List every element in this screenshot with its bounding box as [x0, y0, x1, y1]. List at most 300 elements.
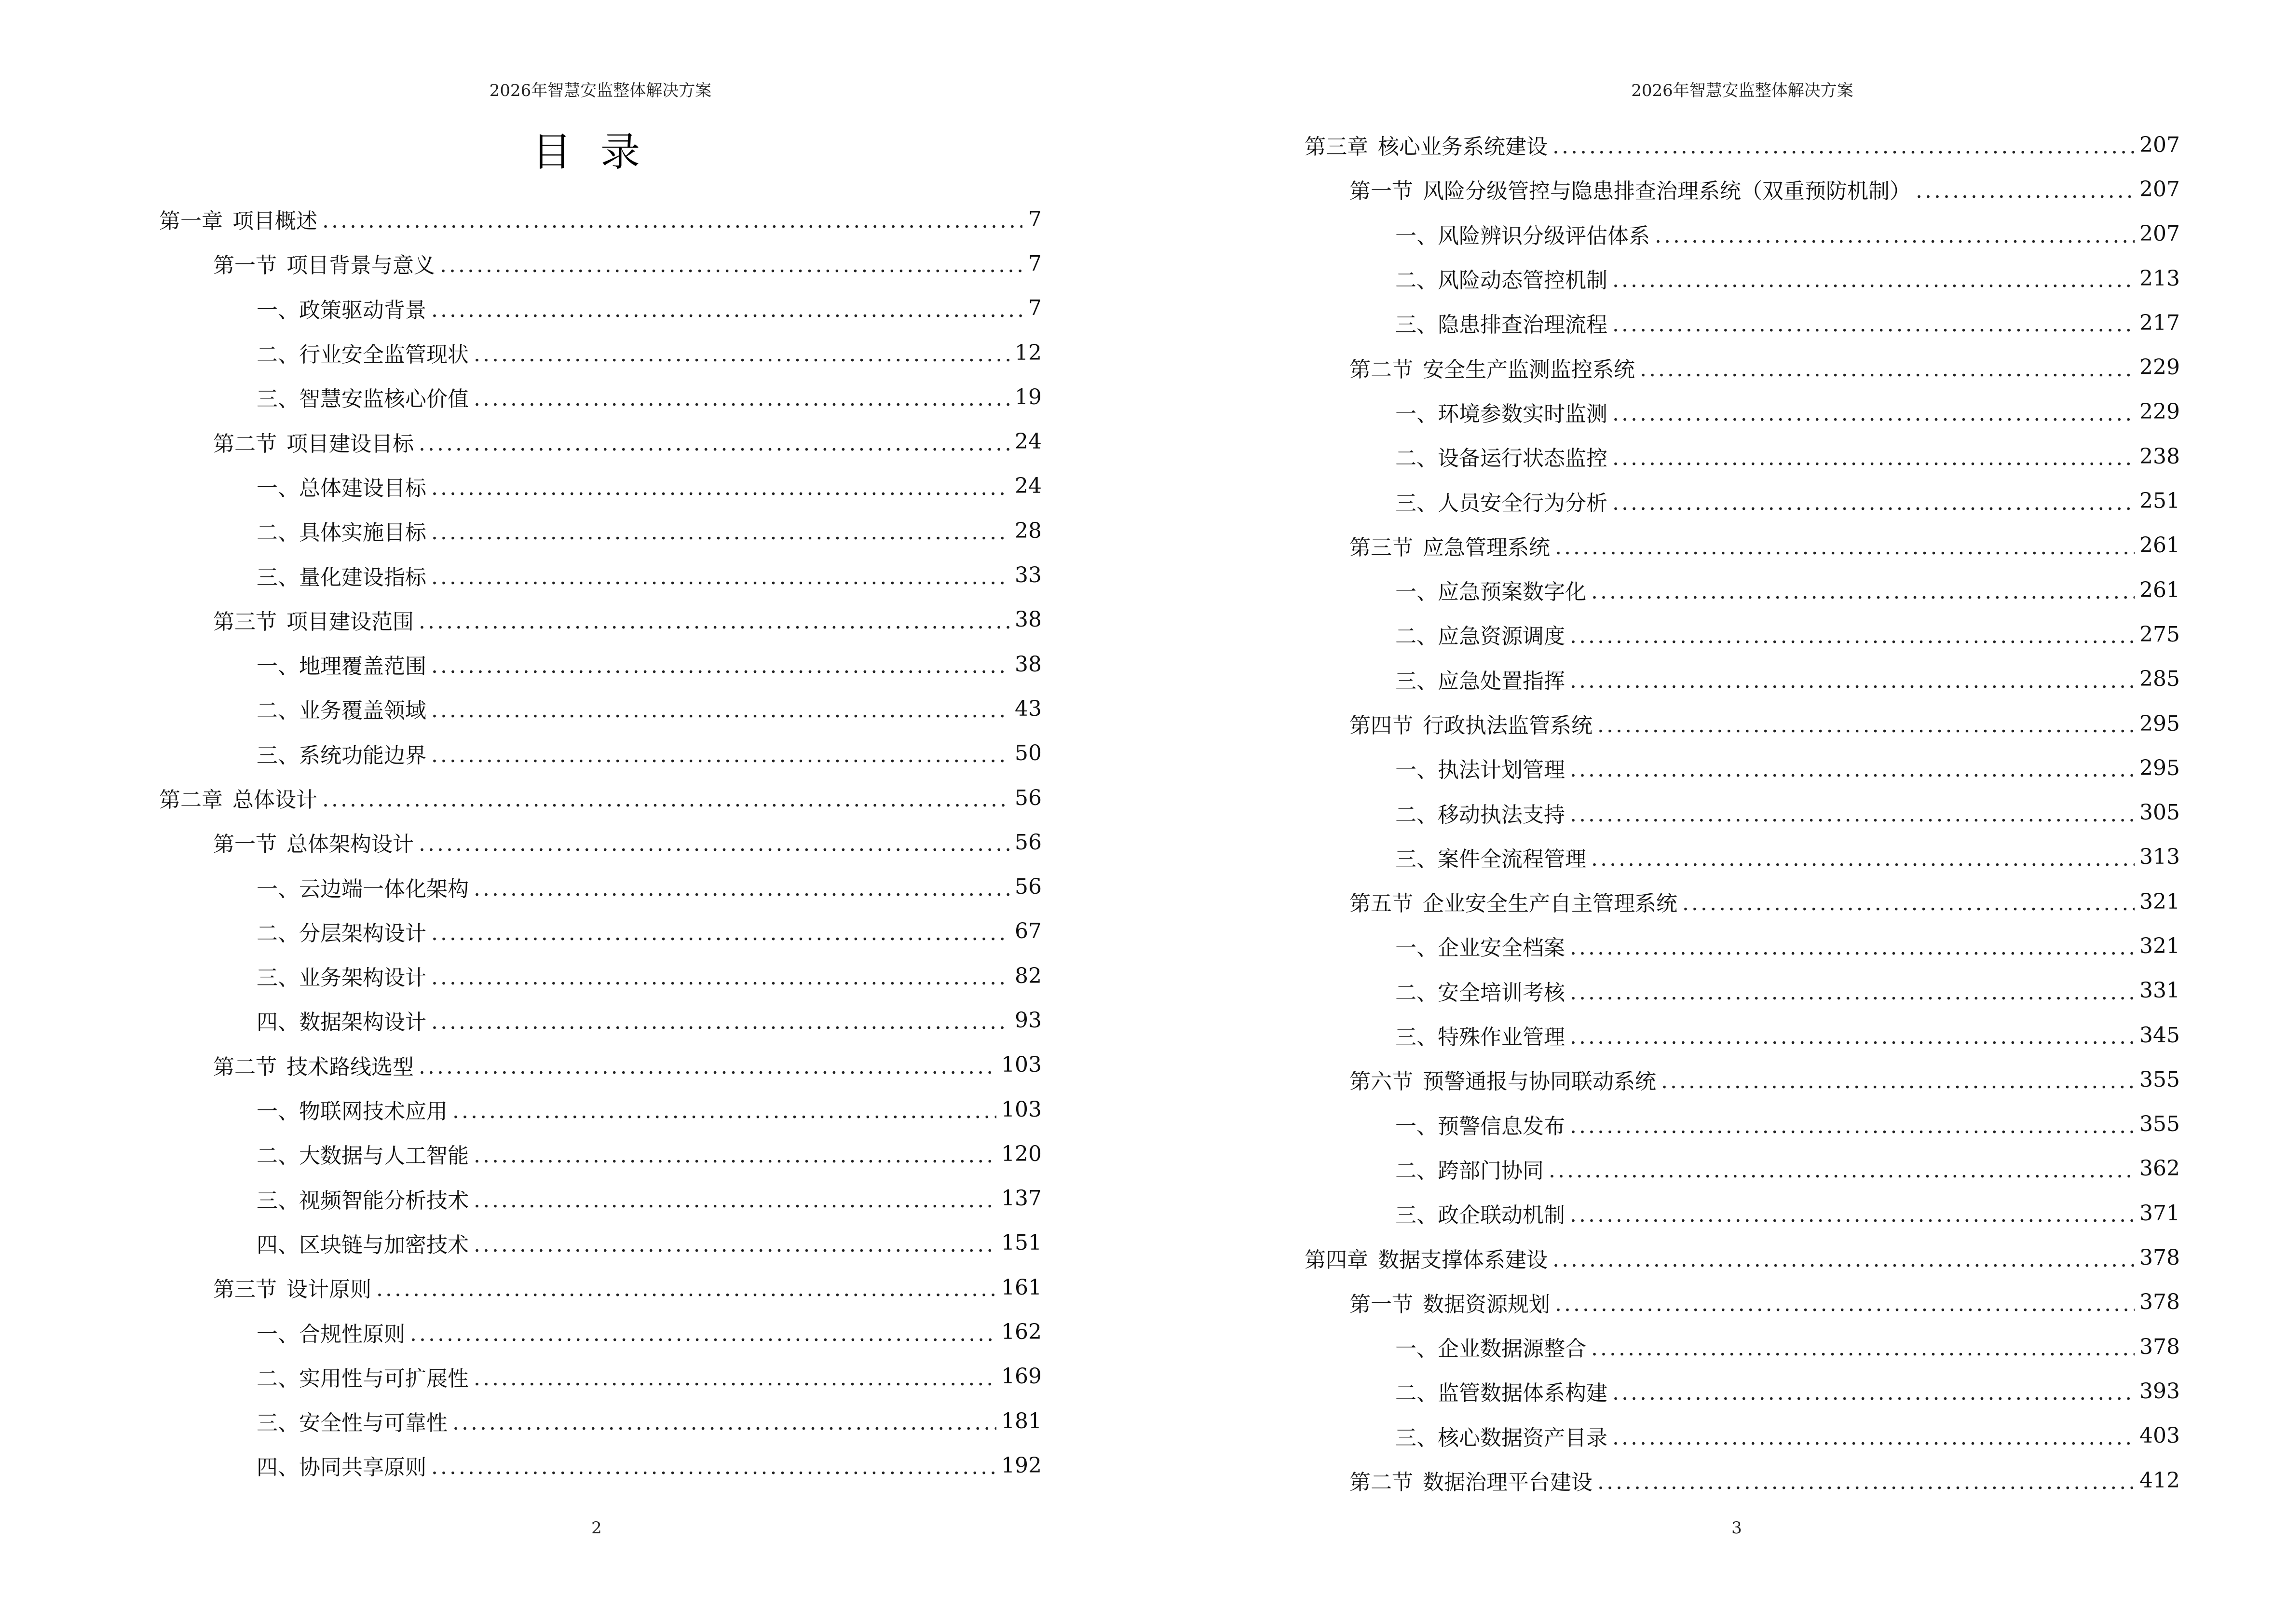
toc-entry-section[interactable]	[1144, 345, 2180, 389]
toc-entry-item[interactable]	[1144, 212, 2180, 256]
toc-entry-page: 207	[2139, 132, 2180, 157]
toc-entry-page: 56	[1015, 830, 1042, 855]
toc-entry-label: 企业数据源整合	[1438, 1337, 1586, 1362]
toc-entry-prefix: 一、	[257, 876, 299, 901]
toc-entry-page: 169	[1001, 1364, 1042, 1389]
toc-entry-label: 大数据与人工智能	[299, 1144, 469, 1169]
toc-entry-page: 378	[2139, 1334, 2180, 1359]
toc-entry-page: 207	[2139, 177, 2180, 202]
toc-entry-label: 数据支撑体系建设	[1378, 1247, 1548, 1272]
toc-entry-chapter[interactable]	[1144, 1235, 2180, 1280]
toc-entry-prefix: 第三章	[1305, 135, 1368, 160]
dot-leader	[474, 1365, 996, 1389]
toc-entry-item[interactable]	[0, 1354, 1042, 1399]
toc-entry-page: 355	[2139, 1112, 2180, 1137]
toc-entry-label: 环境参数实时监测	[1438, 401, 1607, 426]
toc-entry-page: 67	[1015, 919, 1042, 944]
dot-leader	[431, 652, 1010, 676]
toc-entry-prefix: 二、	[257, 520, 299, 546]
toc-entry-page: 7	[1028, 251, 1042, 276]
toc-entry-label: 设备运行状态监控	[1438, 446, 1607, 471]
toc-entry-page: 412	[2139, 1468, 2180, 1493]
toc-entry-item[interactable]	[1144, 746, 2180, 790]
dot-leader	[1591, 578, 2135, 602]
toc-entry-item[interactable]	[0, 1310, 1042, 1354]
dot-leader	[322, 207, 1022, 231]
dot-leader	[322, 786, 1010, 810]
toc-entry-item[interactable]	[0, 1443, 1042, 1488]
toc-entry-label: 数据架构设计	[299, 1010, 426, 1035]
toc-entry-item[interactable]	[0, 1176, 1042, 1221]
toc-entry-page: 38	[1015, 652, 1042, 677]
toc-entry-prefix: 三、	[257, 565, 299, 590]
toc-entry-label: 项目概述	[232, 209, 317, 234]
toc-entry-page: 229	[2139, 355, 2180, 380]
toc-entry-prefix: 四、	[257, 1232, 299, 1257]
toc-entry-page: 103	[1001, 1097, 1042, 1122]
toc-entry-prefix: 一、	[257, 476, 299, 501]
toc-entry-prefix: 第一节	[1349, 1292, 1413, 1317]
toc-entry-prefix: 三、	[1395, 1425, 1438, 1450]
dot-leader	[474, 385, 1010, 409]
toc-entry-prefix: 第二节	[213, 1054, 277, 1079]
toc-entry-page: 38	[1015, 607, 1042, 632]
dot-leader	[431, 741, 1010, 765]
toc-entry-prefix: 第一节	[1349, 179, 1413, 204]
toc-entry-page: 229	[2139, 399, 2180, 424]
dot-leader	[431, 964, 1010, 988]
toc-entry-label: 人员安全行为分析	[1438, 491, 1607, 516]
toc-entry-label: 核心业务系统建设	[1378, 135, 1548, 160]
toc-entry-section[interactable]	[0, 1265, 1042, 1310]
toc-entry-prefix: 第四节	[1349, 713, 1413, 738]
toc-entry-prefix: 第五节	[1349, 891, 1413, 916]
toc-entry-prefix: 一、	[1395, 1337, 1438, 1362]
toc-entry-label: 实用性与可扩展性	[299, 1366, 469, 1391]
dot-leader	[376, 1275, 996, 1299]
toc-entry-page: 362	[2139, 1156, 2180, 1181]
dot-leader	[474, 341, 1010, 365]
toc-entry-prefix: 一、	[1395, 936, 1438, 961]
toc-entry-page: 12	[1015, 340, 1042, 365]
toc-entry-label: 预警信息发布	[1438, 1114, 1565, 1139]
dot-leader	[1916, 177, 2135, 201]
toc-entry-item[interactable]	[1144, 434, 2180, 478]
toc-entry-prefix: 一、	[1395, 1114, 1438, 1139]
toc-entry-prefix: 一、	[257, 654, 299, 679]
dot-leader	[431, 1008, 1010, 1032]
toc-entry-label: 业务架构设计	[299, 966, 426, 991]
toc-entry-prefix: 第三节	[213, 1277, 277, 1302]
dot-leader	[1655, 222, 2135, 246]
toc-entry-page: 207	[2139, 221, 2180, 246]
toc-entry-prefix: 三、	[257, 966, 299, 991]
toc-entry-label: 跨部门协同	[1438, 1158, 1544, 1183]
toc-entry-page: 275	[2139, 622, 2180, 647]
toc-entry-page: 321	[2139, 933, 2180, 958]
toc-entry-item[interactable]	[1144, 657, 2180, 701]
toc-entry-section[interactable]	[0, 1043, 1042, 1087]
toc-entry-page: 151	[1001, 1230, 1042, 1256]
dot-leader	[474, 1231, 996, 1255]
toc-entry-prefix: 二、	[257, 921, 299, 946]
toc-entry-page: 192	[1001, 1453, 1042, 1478]
toc-entry-prefix: 三、	[1395, 491, 1438, 516]
dot-leader	[1682, 889, 2135, 914]
dot-leader	[1612, 400, 2135, 424]
toc-entry-page: 162	[1001, 1320, 1042, 1345]
toc-entry-label: 案件全流程管理	[1438, 846, 1586, 872]
toc-entry-section[interactable]	[1144, 167, 2180, 211]
toc-entry-page: 251	[2139, 489, 2180, 514]
toc-entry-page: 403	[2139, 1423, 2180, 1448]
dot-leader	[1597, 1468, 2135, 1492]
toc-entry-prefix: 第二节	[1349, 1470, 1413, 1495]
toc-entry-label: 量化建设指标	[299, 565, 426, 590]
dot-leader	[1597, 711, 2135, 736]
toc-entry-item[interactable]	[1144, 790, 2180, 834]
toc-entry-item[interactable]	[0, 508, 1042, 553]
toc-entry-page: 238	[2139, 444, 2180, 469]
toc-entry-label: 行政执法监管系统	[1423, 713, 1593, 738]
toc-entry-page: 82	[1015, 963, 1042, 988]
toc-entry-label: 风险动态管控机制	[1438, 268, 1607, 293]
toc-entry-item[interactable]	[1144, 1369, 2180, 1413]
toc-entry-page: 331	[2139, 978, 2180, 1003]
toc-entry-prefix: 第三节	[1349, 535, 1413, 560]
toc-entry-page: 43	[1015, 696, 1042, 721]
toc-entry-page: 24	[1015, 474, 1042, 499]
toc-entry-label: 项目建设目标	[286, 431, 414, 456]
toc-entry-label: 移动执法支持	[1438, 802, 1565, 827]
toc-entry-label: 安全性与可靠性	[299, 1411, 448, 1436]
toc-entry-item[interactable]	[1144, 256, 2180, 300]
toc-entry-label: 监管数据体系构建	[1438, 1381, 1607, 1406]
toc-entry-label: 应急管理系统	[1423, 535, 1550, 560]
toc-entry-item[interactable]	[0, 1221, 1042, 1265]
toc-entry-item[interactable]	[0, 330, 1042, 375]
toc-entry-prefix: 二、	[1395, 624, 1438, 649]
toc-entry-item[interactable]	[1144, 1414, 2180, 1458]
toc-entry-label: 总体架构设计	[286, 832, 414, 857]
toc-entry-section[interactable]	[1144, 879, 2180, 924]
dot-leader	[1640, 355, 2135, 380]
dot-leader	[1555, 533, 2135, 558]
toc-entry-prefix: 二、	[257, 1144, 299, 1169]
dot-leader	[431, 919, 1010, 943]
toc-entry-label: 总体建设目标	[299, 476, 426, 501]
dot-leader	[431, 1453, 996, 1477]
dot-leader	[1570, 801, 2135, 825]
toc-entry-page: 213	[2139, 266, 2180, 291]
dot-leader	[1612, 489, 2135, 513]
toc-entry-item[interactable]	[1144, 390, 2180, 434]
running-header: 2026年智慧安监整体解决方案	[1631, 81, 1853, 100]
toc-entry-section[interactable]	[0, 419, 1042, 464]
toc-entry-label: 企业安全档案	[1438, 936, 1565, 961]
toc-entry-page: 137	[1001, 1186, 1042, 1211]
toc-entry-page: 261	[2139, 577, 2180, 602]
toc-entry-page: 355	[2139, 1067, 2180, 1092]
dot-leader	[1570, 979, 2135, 1003]
toc-entry-prefix: 一、	[257, 1099, 299, 1124]
dot-leader	[474, 875, 1010, 899]
toc-entry-label: 数据治理平台建设	[1423, 1470, 1593, 1495]
dot-leader	[1612, 1379, 2135, 1403]
toc-entry-label: 具体实施目标	[299, 520, 426, 546]
toc-entry-label: 应急处置指挥	[1438, 669, 1565, 694]
toc-entry-section[interactable]	[1144, 523, 2180, 568]
toc-entry-page: 321	[2139, 889, 2180, 914]
dot-leader	[419, 1053, 996, 1077]
toc-entry-prefix: 一、	[257, 1322, 299, 1347]
toc-entry-prefix: 三、	[257, 1188, 299, 1213]
toc-entry-item[interactable]	[1144, 568, 2180, 612]
toc-entry-prefix: 第三节	[213, 609, 277, 634]
dot-leader	[1552, 133, 2135, 157]
toc-entry-chapter[interactable]	[1144, 123, 2180, 167]
toc-list	[0, 197, 1042, 1488]
dot-leader	[431, 563, 1010, 587]
toc-entry-section[interactable]	[0, 820, 1042, 864]
toc-entry-chapter[interactable]	[0, 776, 1042, 820]
dot-leader	[1570, 1201, 2135, 1225]
toc-entry-item[interactable]	[1144, 1013, 2180, 1057]
dot-leader	[1570, 667, 2135, 691]
dot-leader	[1612, 266, 2135, 290]
toc-entry-item[interactable]	[1144, 612, 2180, 656]
toc-entry-prefix: 三、	[257, 387, 299, 412]
dot-leader	[1570, 934, 2135, 958]
dot-leader	[1552, 1246, 2135, 1270]
dot-leader	[431, 696, 1010, 721]
toc-entry-page: 24	[1015, 429, 1042, 454]
toc-entry-section[interactable]	[1144, 1057, 2180, 1102]
toc-entry-label: 预警通报与协同联动系统	[1423, 1069, 1656, 1094]
toc-entry-section[interactable]	[1144, 701, 2180, 746]
toc-entry-page: 19	[1015, 384, 1042, 409]
toc-entry-prefix: 二、	[1395, 268, 1438, 293]
toc-entry-label: 地理覆盖范围	[299, 654, 426, 679]
toc-entry-page: 305	[2139, 800, 2180, 825]
toc-entry-page: 393	[2139, 1378, 2180, 1404]
toc-entry-item[interactable]	[0, 731, 1042, 776]
toc-entry-item[interactable]	[0, 1132, 1042, 1176]
toc-entry-prefix: 第二节	[213, 431, 277, 456]
dot-leader	[1570, 1023, 2135, 1047]
toc-entry-page: 261	[2139, 533, 2180, 558]
dot-leader	[1661, 1067, 2135, 1092]
toc-entry-page: 181	[1001, 1408, 1042, 1433]
toc-entry-label: 风险辨识分级评估体系	[1438, 223, 1650, 248]
toc-entry-prefix: 一、	[1395, 580, 1438, 605]
toc-entry-page: 120	[1001, 1141, 1042, 1166]
toc-entry-label: 分层架构设计	[299, 921, 426, 946]
toc-entry-label: 智慧安监核心价值	[299, 387, 469, 412]
toc-entry-label: 区块链与加密技术	[299, 1232, 469, 1257]
toc-entry-item[interactable]	[1144, 969, 2180, 1013]
toc-entry-label: 特殊作业管理	[1438, 1025, 1565, 1050]
running-header: 2026年智慧安监整体解决方案	[489, 81, 712, 100]
right-page	[1144, 0, 2287, 1624]
dot-leader	[431, 519, 1010, 543]
toc-entry-item[interactable]	[0, 553, 1042, 597]
dot-leader	[1570, 1112, 2135, 1136]
toc-entry-item[interactable]	[0, 954, 1042, 998]
toc-entry-prefix: 一、	[257, 298, 299, 323]
toc-entry-label: 技术路线选型	[286, 1054, 414, 1079]
toc-entry-item[interactable]	[0, 642, 1042, 686]
toc-entry-prefix: 第一节	[213, 832, 277, 857]
toc-entry-page: 295	[2139, 711, 2180, 736]
page-number: 3	[1731, 1518, 1742, 1538]
toc-entry-label: 应急资源调度	[1438, 624, 1565, 649]
toc-entry-prefix: 二、	[257, 342, 299, 368]
toc-entry-label: 隐患排查治理流程	[1438, 313, 1607, 338]
toc-title: 目录	[531, 129, 669, 175]
toc-entry-label: 项目建设范围	[286, 609, 414, 634]
toc-entry-item[interactable]	[0, 1087, 1042, 1132]
toc-entry-prefix: 三、	[257, 1411, 299, 1436]
toc-entry-item[interactable]	[0, 686, 1042, 731]
toc-entry-prefix: 三、	[1395, 669, 1438, 694]
toc-entry-prefix: 第一节	[213, 253, 277, 278]
toc-entry-page: 33	[1015, 563, 1042, 588]
toc-entry-label: 政企联动机制	[1438, 1203, 1565, 1228]
dot-leader	[1591, 1335, 2135, 1359]
page-number: 2	[591, 1518, 602, 1538]
toc-entry-item[interactable]	[1144, 1324, 2180, 1369]
toc-entry-chapter[interactable]	[0, 197, 1042, 241]
toc-entry-section[interactable]	[0, 598, 1042, 642]
toc-entry-item[interactable]	[1144, 835, 2180, 879]
toc-entry-prefix: 二、	[1395, 446, 1438, 471]
dot-leader	[1570, 756, 2135, 780]
toc-entry-prefix: 第二章	[159, 788, 223, 812]
toc-entry-item[interactable]	[1144, 1146, 2180, 1191]
toc-entry-label: 企业安全生产自主管理系统	[1423, 891, 1677, 916]
dot-leader	[419, 830, 1010, 854]
toc-entry-item[interactable]	[0, 286, 1042, 330]
toc-entry-prefix: 三、	[1395, 1025, 1438, 1050]
toc-entry-prefix: 二、	[1395, 980, 1438, 1005]
toc-entry-label: 核心数据资产目录	[1438, 1425, 1607, 1450]
toc-entry-item[interactable]	[0, 375, 1042, 419]
dot-leader	[474, 1142, 996, 1166]
toc-entry-prefix: 第四章	[1305, 1247, 1368, 1272]
dot-leader	[1612, 1424, 2135, 1448]
toc-entry-label: 安全培训考核	[1438, 980, 1565, 1005]
toc-entry-page: 161	[1001, 1275, 1042, 1300]
toc-entry-item[interactable]	[1144, 1191, 2180, 1235]
toc-entry-item[interactable]	[0, 864, 1042, 909]
dot-leader	[452, 1097, 996, 1121]
toc-entry-page: 7	[1028, 206, 1042, 232]
toc-entry-page: 93	[1015, 1008, 1042, 1033]
toc-entry-label: 协同共享原则	[299, 1455, 426, 1480]
toc-entry-prefix: 三、	[1395, 1203, 1438, 1228]
toc-entry-item[interactable]	[0, 464, 1042, 508]
toc-entry-label: 政策驱动背景	[299, 298, 426, 323]
toc-entry-label: 行业安全监管现状	[299, 342, 469, 368]
toc-entry-prefix: 三、	[1395, 846, 1438, 872]
toc-entry-page: 56	[1015, 874, 1042, 900]
toc-entry-label: 项目背景与意义	[286, 253, 435, 278]
toc-entry-label: 应急预案数字化	[1438, 580, 1586, 605]
toc-entry-page: 378	[2139, 1290, 2180, 1315]
toc-entry-page: 103	[1001, 1052, 1042, 1078]
dot-leader	[474, 1187, 996, 1211]
toc-entry-prefix: 二、	[257, 698, 299, 723]
toc-entry-label: 视频智能分析技术	[299, 1188, 469, 1213]
toc-entry-prefix: 二、	[1395, 1158, 1438, 1183]
toc-entry-label: 执法计划管理	[1438, 758, 1565, 783]
toc-entry-page: 56	[1015, 785, 1042, 810]
toc-entry-item[interactable]	[1144, 300, 2180, 345]
toc-entry-label: 安全生产监测监控系统	[1423, 357, 1635, 382]
dot-leader	[419, 430, 1010, 454]
dot-leader	[410, 1320, 996, 1344]
dot-leader	[419, 608, 1010, 632]
dot-leader	[1591, 845, 2135, 869]
toc-entry-item[interactable]	[0, 909, 1042, 954]
toc-list	[1144, 123, 2180, 1502]
toc-entry-item[interactable]	[0, 1399, 1042, 1443]
toc-entry-page: 345	[2139, 1023, 2180, 1048]
toc-entry-label: 合规性原则	[299, 1322, 405, 1347]
toc-entry-prefix: 一、	[1395, 223, 1438, 248]
toc-entry-prefix: 二、	[257, 1366, 299, 1391]
toc-entry-page: 50	[1015, 741, 1042, 766]
toc-entry-label: 数据资源规划	[1423, 1292, 1550, 1317]
toc-entry-label: 物联网技术应用	[299, 1099, 448, 1124]
toc-entry-page: 371	[2139, 1201, 2180, 1226]
toc-entry-page: 217	[2139, 310, 2180, 335]
dot-leader	[452, 1409, 996, 1433]
dot-leader	[440, 251, 1022, 275]
toc-entry-page: 285	[2139, 667, 2180, 692]
dot-leader	[1549, 1157, 2135, 1181]
toc-entry-label: 云边端一体化架构	[299, 876, 469, 901]
toc-entry-prefix: 三、	[257, 743, 299, 768]
toc-entry-prefix: 四、	[257, 1010, 299, 1035]
toc-entry-section[interactable]	[0, 241, 1042, 286]
dot-leader	[1612, 444, 2135, 468]
toc-entry-prefix: 四、	[257, 1455, 299, 1480]
toc-entry-prefix: 第一章	[159, 209, 223, 234]
toc-entry-prefix: 一、	[1395, 401, 1438, 426]
toc-entry-page: 313	[2139, 845, 2180, 870]
dot-leader	[1555, 1290, 2135, 1314]
toc-entry-prefix: 三、	[1395, 313, 1438, 338]
toc-entry-item[interactable]	[0, 998, 1042, 1042]
toc-entry-section[interactable]	[1144, 1280, 2180, 1324]
toc-entry-section[interactable]	[1144, 1458, 2180, 1502]
dot-leader	[1570, 622, 2135, 646]
toc-entry-label: 系统功能边界	[299, 743, 426, 768]
toc-entry-prefix: 第二节	[1349, 357, 1413, 382]
toc-entry-item[interactable]	[1144, 478, 2180, 523]
toc-entry-page: 295	[2139, 755, 2180, 780]
toc-entry-page: 28	[1015, 518, 1042, 543]
dot-leader	[431, 474, 1010, 498]
toc-entry-item[interactable]	[1144, 1102, 2180, 1146]
toc-entry-label: 总体设计	[232, 788, 317, 812]
toc-entry-prefix: 二、	[1395, 1381, 1438, 1406]
dot-leader	[1612, 311, 2135, 335]
toc-entry-prefix: 第六节	[1349, 1069, 1413, 1094]
toc-entry-item[interactable]	[1144, 924, 2180, 968]
